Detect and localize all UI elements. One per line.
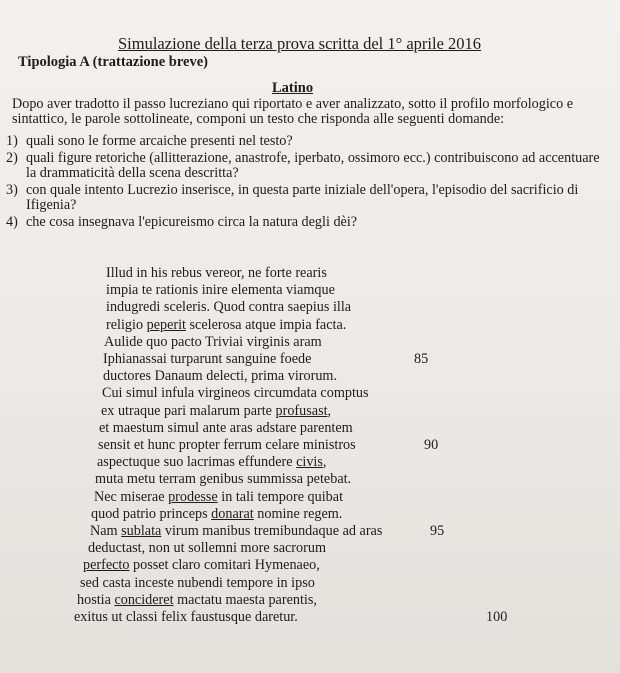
verse-text: , bbox=[327, 402, 332, 419]
verse-text: virum manibus tremibundaque ad aras bbox=[161, 523, 383, 539]
question-item bbox=[6, 183, 612, 213]
verse-text: aspectuque suo lacrimas effundere bbox=[97, 454, 297, 471]
verse-line bbox=[88, 540, 326, 557]
instructions bbox=[12, 97, 612, 127]
verse-text: Illud in his rebus vereor, ne forte rearis bbox=[106, 265, 327, 281]
verse-text: deductast, non ut sollemni more sacrorum bbox=[88, 540, 326, 557]
verse-line bbox=[106, 299, 351, 316]
verse-text: hostia bbox=[77, 591, 115, 608]
verse-line bbox=[99, 420, 353, 437]
line-number: 100 bbox=[486, 609, 508, 625]
verse-line bbox=[74, 609, 298, 626]
tipologia-heading: Tipologia A (trattazione breve) bbox=[18, 54, 208, 70]
verse-line bbox=[106, 265, 327, 282]
verse-text: religio bbox=[106, 316, 147, 333]
underlined-word: concideret bbox=[114, 591, 174, 608]
verse-line bbox=[94, 489, 343, 506]
question-text: quali figure retoriche (allitterazione, anastrofe, iperbato, ossimoro ecc.) contribuiscono ad accentuare la drammaticità della scena descritta? bbox=[26, 150, 600, 181]
verse-line bbox=[95, 471, 351, 488]
verse-line bbox=[80, 575, 315, 592]
verse-line bbox=[98, 437, 356, 454]
verse-line bbox=[103, 351, 311, 368]
line-number: 95 bbox=[430, 523, 445, 539]
verse-line bbox=[103, 368, 337, 385]
underlined-word: prodesse bbox=[168, 488, 218, 505]
question-number: 4) bbox=[6, 214, 18, 230]
subject-heading: Latino bbox=[272, 80, 314, 96]
question-number: 3) bbox=[6, 182, 18, 198]
verse-line bbox=[106, 317, 346, 334]
question-text: con quale intento Lucrezio inserisce, in questa parte iniziale dell'opera, l'episodio del sacrificio di Ifigenia? bbox=[26, 182, 579, 213]
line-number: 85 bbox=[414, 351, 429, 367]
verse-text: in tali tempore quibat bbox=[217, 488, 344, 505]
question-item bbox=[6, 151, 612, 181]
verse-text: Iphianassai turparunt sanguine foede bbox=[103, 351, 312, 367]
underlined-word: profusast bbox=[275, 402, 328, 419]
verse-text: quod patrio princeps bbox=[91, 505, 212, 522]
question-text: quali sono le forme arcaiche presenti nel testo? bbox=[26, 133, 293, 149]
underlined-word: civis bbox=[296, 454, 323, 471]
verse-line bbox=[104, 334, 322, 351]
question-list bbox=[6, 134, 612, 230]
underlined-word: perfecto bbox=[83, 557, 130, 574]
verse-text: ductores Danaum delecti, prima virorum. bbox=[103, 368, 338, 385]
question-item bbox=[6, 134, 612, 149]
verse-line bbox=[83, 557, 320, 574]
verse-text: ex utraque pari malarum parte bbox=[101, 402, 276, 419]
verse-text: mactatu maesta parentis, bbox=[173, 591, 317, 608]
latin-passage bbox=[0, 265, 620, 645]
verse-text: Nec miserae bbox=[94, 488, 169, 505]
verse-text: Nam bbox=[90, 523, 122, 539]
verse-text: sed casta inceste nubendi tempore in ipso bbox=[80, 574, 315, 591]
verse-line bbox=[90, 523, 382, 540]
line-number: 90 bbox=[424, 437, 439, 453]
underlined-word: sublata bbox=[121, 523, 162, 539]
verse-line bbox=[91, 506, 342, 523]
verse-text: posset claro comitari Hymenaeo, bbox=[129, 557, 320, 574]
verse-line bbox=[101, 403, 331, 420]
verse-line bbox=[97, 454, 326, 471]
verse-text: scelerosa atque impia facta. bbox=[185, 316, 347, 333]
verse-text: Aulide quo pacto Triviai virginis aram bbox=[104, 333, 322, 350]
verse-text: impia te rationis inire elementa viamque bbox=[106, 282, 335, 299]
question-number: 2) bbox=[6, 150, 18, 166]
underlined-word: donarat bbox=[211, 505, 254, 522]
question-item bbox=[6, 215, 612, 230]
instructions-text: Dopo aver tradotto il passo lucreziano qui riportato e aver analizzato, sotto il profilo morfologico e sintattico, le parole sottolineate, componi un testo che risponda alle seguenti domande: bbox=[12, 96, 574, 127]
verse-text: nomine regem. bbox=[253, 505, 343, 522]
verse-line bbox=[102, 385, 369, 402]
verse-text: Cui simul infula virgineos circumdata comptus bbox=[102, 385, 369, 402]
verse-text: , bbox=[322, 454, 327, 471]
question-number: 1) bbox=[6, 133, 18, 149]
page-title: Simulazione della terza prova scritta del 1° aprile 2016 bbox=[118, 34, 482, 53]
underlined-word: peperit bbox=[146, 316, 186, 333]
verse-line bbox=[106, 282, 335, 299]
verse-text: sensit et hunc propter ferrum celare ministros bbox=[98, 437, 356, 453]
verse-line bbox=[77, 592, 317, 609]
verse-text: exitus ut classi felix faustusque daretur. bbox=[74, 609, 298, 625]
verse-text: et maestum simul ante aras adstare parentem bbox=[99, 419, 353, 436]
verse-text: muta metu terram genibus summissa petebat. bbox=[95, 471, 352, 488]
verse-text: indugredi sceleris. Quod contra saepius illa bbox=[106, 299, 352, 316]
question-text: che cosa insegnava l'epicureismo circa la natura degli dèi? bbox=[26, 214, 358, 230]
